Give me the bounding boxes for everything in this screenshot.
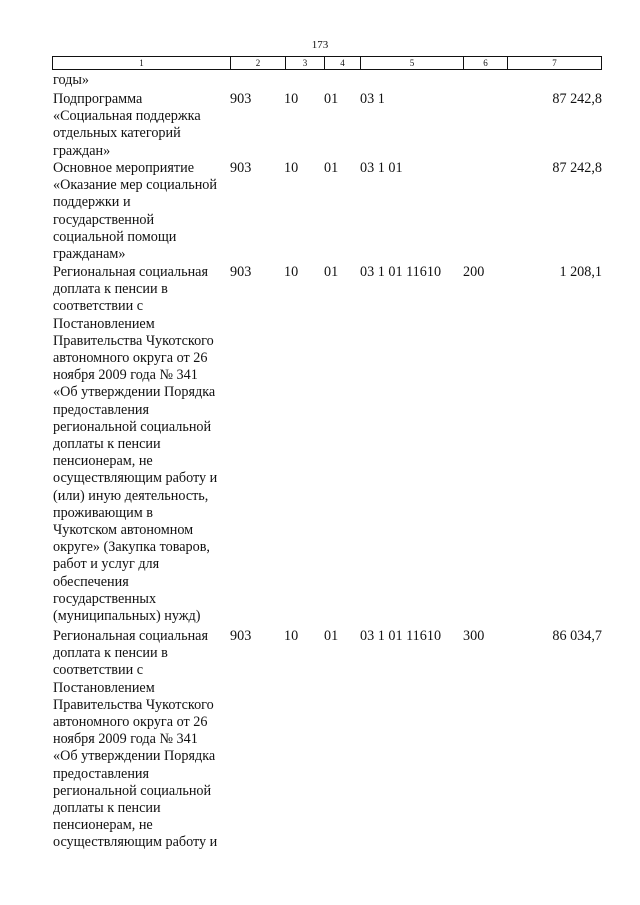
row-name: Основное мероприятие «Оказание мер социальной поддержки и государственной социальной помощи гражданам» bbox=[53, 160, 217, 263]
ministry-code: 903 bbox=[230, 264, 252, 280]
row-name: Региональная социальная доплата к пенсии в соответствии с Постановлением Правительства Чукотского автономного округа от 26 ноября 2009 года № 341 «Об утверждении Порядка предоставления региональной социальной доплаты к пенсии пенсионерам, не осуществляющим работу и bbox=[53, 628, 218, 851]
subsection-code: 01 bbox=[324, 628, 339, 644]
row-name: годы» bbox=[53, 72, 89, 88]
expense-type-code: 200 bbox=[463, 264, 485, 280]
expense-type-code: 300 bbox=[463, 628, 485, 644]
section-code: 10 bbox=[284, 91, 299, 107]
target-code: 03 1 01 11610 bbox=[360, 264, 442, 280]
column-header-6: 6 bbox=[463, 57, 507, 69]
ministry-code: 903 bbox=[230, 628, 252, 644]
target-code: 03 1 01 bbox=[360, 160, 403, 176]
subsection-code: 01 bbox=[324, 160, 339, 176]
target-code: 03 1 01 11610 bbox=[360, 628, 442, 644]
table-header-row bbox=[52, 56, 602, 70]
amount: 1 208,1 bbox=[559, 264, 602, 280]
column-header-7: 7 bbox=[507, 57, 601, 69]
section-code: 10 bbox=[284, 160, 299, 176]
row-name: Региональная социальная доплата к пенсии в соответствии с Постановлением Правительства Чукотского автономного округа от 26 ноября 2009 года № 341 «Об утверждении Порядка предоставления региональной социальной доплаты к пенсии пенсионерам, не осуществляющим работу и (или) иную деятельность, проживающим в Чукотском автономном округе» (Закупка товаров, работ и услуг для обеспечения государственных (муниципальных) нужд) bbox=[53, 264, 218, 625]
subsection-code: 01 bbox=[324, 91, 339, 107]
section-code: 10 bbox=[284, 264, 299, 280]
subsection-code: 01 bbox=[324, 264, 339, 280]
ministry-code: 903 bbox=[230, 91, 252, 107]
column-header-5: 5 bbox=[360, 57, 463, 69]
section-code: 10 bbox=[284, 628, 299, 644]
column-header-4: 4 bbox=[324, 57, 360, 69]
page-number: 173 bbox=[311, 39, 329, 51]
amount: 87 242,8 bbox=[552, 160, 602, 176]
column-header-1: 1 bbox=[139, 58, 144, 68]
amount: 86 034,7 bbox=[552, 628, 602, 644]
row-name: Подпрограмма «Социальная поддержка отдельных категорий граждан» bbox=[53, 91, 201, 159]
column-header-2: 2 bbox=[230, 57, 285, 69]
target-code: 03 1 bbox=[360, 91, 385, 107]
column-header-3: 3 bbox=[285, 57, 324, 69]
ministry-code: 903 bbox=[230, 160, 252, 176]
amount: 87 242,8 bbox=[552, 91, 602, 107]
